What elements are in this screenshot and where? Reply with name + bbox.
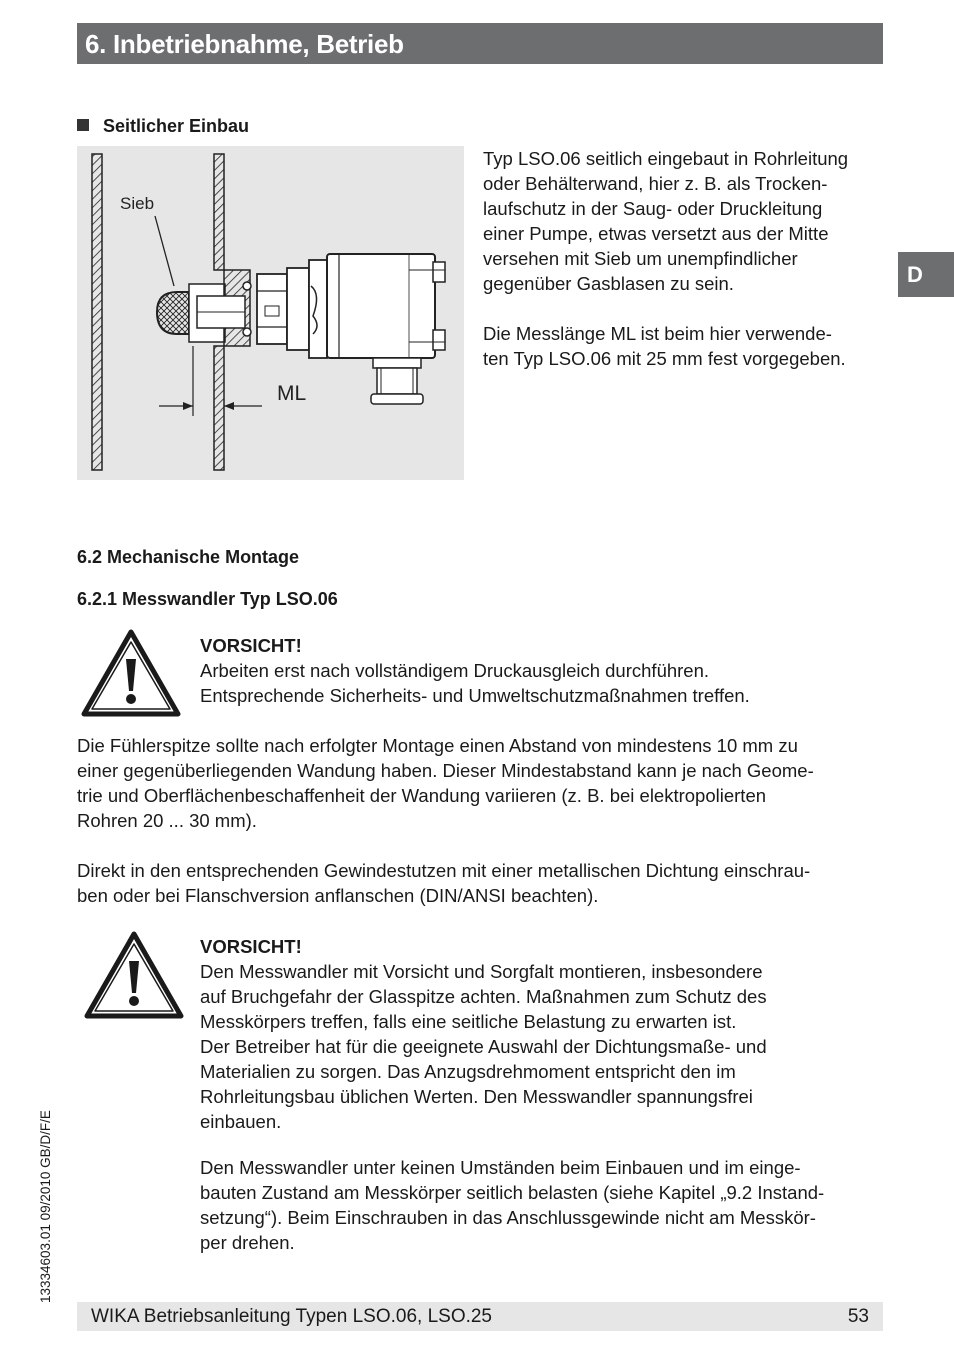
bullet-square-icon bbox=[77, 119, 89, 131]
sieve-mesh bbox=[157, 292, 189, 334]
label-ml: ML bbox=[277, 382, 307, 405]
section-heading bbox=[77, 116, 249, 137]
text-line: Rohren 20 ... 30 mm). bbox=[77, 810, 257, 831]
chapter-title: 6. Inbetriebnahme, Betrieb bbox=[85, 29, 404, 59]
text-line: ben oder bei Flanschversion anflanschen (DIN/ANSI beachten). bbox=[77, 885, 599, 906]
language-tab-label: D bbox=[907, 262, 923, 287]
text-line: per drehen. bbox=[200, 1232, 295, 1253]
installation-drawing bbox=[77, 146, 464, 480]
warning-2-title: VORSICHT! bbox=[200, 936, 302, 957]
text-line: einer Pumpe, etwas versetzt aus der Mitte bbox=[483, 223, 829, 244]
installation-figure bbox=[77, 146, 464, 480]
text-line: auf Bruchgefahr der Glasspitze achten. Maßnahmen zum Schutz des bbox=[200, 986, 767, 1007]
warning-triangle-icon bbox=[84, 931, 184, 1019]
warning-2-extra bbox=[200, 1155, 824, 1255]
text-line: ten Typ LSO.06 mit 25 mm fest vorgegeben. bbox=[483, 348, 846, 369]
text-line: versehen mit Sieb um unempfindlicher bbox=[483, 248, 798, 269]
right-pipe-wall-lower bbox=[214, 346, 224, 470]
text-line: Arbeiten erst nach vollständigem Druckausgleich durchführen. bbox=[200, 660, 710, 681]
figure-description bbox=[483, 146, 848, 296]
language-tab bbox=[898, 252, 954, 297]
text-line: Messkörpers treffen, falls eine seitliche Belastung zu erwarten ist. bbox=[200, 1011, 737, 1032]
cable-gland bbox=[377, 368, 417, 394]
page-number: 53 bbox=[847, 1306, 869, 1327]
label-sieb: Sieb bbox=[120, 194, 155, 213]
text-line: Materialien zu sorgen. Das Anzugsdrehmoment entspricht den im bbox=[200, 1061, 736, 1082]
text-line: Die Fühlerspitze sollte nach erfolgter Montage einen Abstand von mindestens 10 mm zu bbox=[77, 735, 798, 756]
text-line: Direkt in den entsprechenden Gewindestutzen mit einer metallischen Dichtung einschrau- bbox=[77, 860, 811, 881]
text-line: Der Betreiber hat für die geeignete Auswahl der Dichtungsmaße- und bbox=[200, 1036, 767, 1057]
text-line: Den Messwandler unter keinen Umständen beim Einbauen und im einge- bbox=[200, 1157, 801, 1178]
text-line: einer gegenüberliegenden Wandung haben. Dieser Mindestabstand kann je nach Geome- bbox=[77, 760, 814, 781]
text-line: Typ LSO.06 seitlich eingebaut in Rohrleitung bbox=[483, 148, 849, 169]
document-code: 13334603.01 09/2010 GB/D/F/E bbox=[38, 1110, 53, 1303]
paragraph-distance bbox=[77, 733, 814, 833]
measuring-length-note bbox=[483, 321, 846, 371]
text-line: bauten Zustand am Messkörper seitlich belasten (siehe Kapitel „9.2 Instand- bbox=[200, 1182, 825, 1203]
text-line: Den Messwandler mit Vorsicht und Sorgfalt montieren, insbesondere bbox=[200, 961, 763, 982]
text-line: trie und Oberflächenbeschaffenheit der Wandung variieren (z. B. bei elektropolierten bbox=[77, 785, 767, 806]
warning-triangle-icon bbox=[81, 629, 181, 717]
text-line: Rohrleitungsbau üblichen Werten. Den Messwandler spannungsfrei bbox=[200, 1086, 753, 1107]
text-line: einbauen. bbox=[200, 1111, 282, 1132]
footer-text: WIKA Betriebsanleitung Typen LSO.06, LSO.25 bbox=[91, 1306, 493, 1327]
subsection-title: 6.2 Mechanische Montage bbox=[77, 547, 300, 567]
text-line: Entsprechende Sicherheits- und Umweltschutzmaßnahmen treffen. bbox=[200, 685, 750, 706]
sieb-leader-line bbox=[155, 216, 174, 286]
text-line: Die Messlänge ML ist beim hier verwende- bbox=[483, 323, 832, 344]
warning-1-block bbox=[200, 633, 750, 708]
section-heading-text: Seitlicher Einbau bbox=[103, 116, 250, 136]
text-line: oder Behälterwand, hier z. B. als Trocken- bbox=[483, 173, 828, 194]
text-line: gegenüber Gasblasen zu sein. bbox=[483, 273, 734, 294]
text-line: laufschutz in der Saug- oder Druckleitung bbox=[483, 198, 823, 219]
subsubsection-title: 6.2.1 Messwandler Typ LSO.06 bbox=[77, 589, 338, 609]
footer-bar bbox=[77, 1302, 883, 1331]
warning-2-block bbox=[200, 934, 767, 1134]
paragraph-mounting bbox=[77, 858, 810, 908]
right-pipe-wall-upper bbox=[214, 154, 224, 270]
text-line: setzung“). Beim Einschrauben in das Anschlussgewinde nicht am Messkör- bbox=[200, 1207, 816, 1228]
left-pipe-wall bbox=[92, 154, 102, 470]
warning-1-title: VORSICHT! bbox=[200, 635, 302, 656]
chapter-header-bar bbox=[77, 23, 883, 64]
